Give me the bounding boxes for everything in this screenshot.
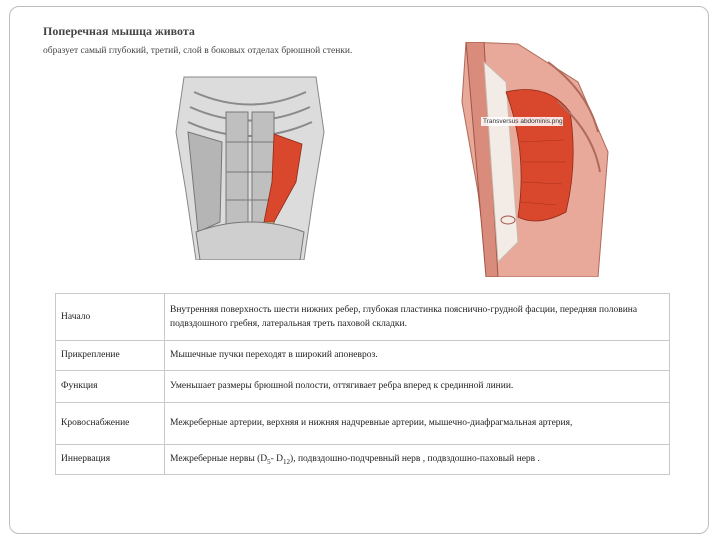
slide-title: Поперечная мышца живота (43, 24, 195, 38)
lateral-abdomen-figure (458, 42, 614, 277)
figure-caption-label: Transversus abdominis.png (483, 118, 563, 125)
row-value-innervation (165, 445, 670, 475)
innervation-text-prefix: Межреберные нервы (D (170, 453, 268, 464)
row-value-origin: Внутренняя поверхность шести нижних ребер, глубокая пластинка пояснично-грудной фасции, передняя половина подвздошного гребня, латеральная треть паховой складки. (165, 294, 670, 341)
row-value-blood-supply: Межреберные артерии, верхняя и нижняя надчревные артерии, мышечно-диафрагмальная артерия, (165, 403, 670, 445)
table-row (56, 294, 670, 341)
row-label-origin: Начало (56, 294, 165, 341)
innervation-text-mid: - D (270, 453, 284, 464)
innervation-sub-end: 12 (283, 457, 291, 466)
table-row (56, 445, 670, 475)
row-label-innervation: Иннервация (56, 445, 165, 475)
slide-subtitle: образует самый глубокий, третий, слой в боковых отделах брюшной стенки. (43, 46, 353, 56)
anterior-abdomen-figure (164, 72, 336, 260)
row-label-insertion: Прикрепление (56, 341, 165, 371)
table-row (56, 403, 670, 445)
row-value-function: Уменьшает размеры брюшной полости, оттягивает ребра вперед к срединной линии. (165, 371, 670, 403)
table-row (56, 341, 670, 371)
row-label-blood-supply: Кровоснабжение (56, 403, 165, 445)
row-label-function: Функция (56, 371, 165, 403)
innervation-sub-start: 5 (267, 457, 271, 466)
innervation-text-suffix: ), подвздошно-подчревный нерв , подвздошно-паховый нерв . (290, 453, 540, 464)
row-value-insertion: Мышечные пучки переходят в широкий апоневроз. (165, 341, 670, 371)
muscle-info-table (55, 293, 670, 475)
table-row (56, 371, 670, 403)
